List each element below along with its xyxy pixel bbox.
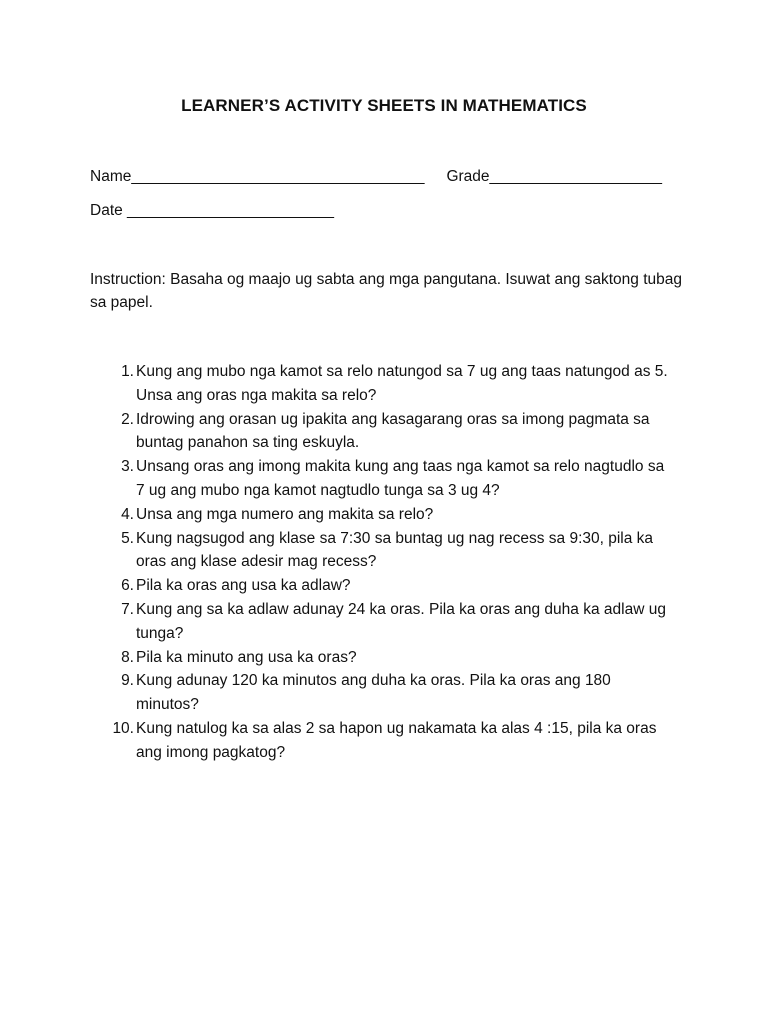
question-text: Kung ang sa ka adlaw adunay 24 ka oras. Pila ka oras ang duha ka adlaw ug tunga? bbox=[136, 600, 666, 642]
question-item bbox=[0, 360, 676, 408]
question-item bbox=[0, 669, 676, 717]
question-number: 10. bbox=[112, 719, 134, 737]
question-text: Kung natulog ka sa alas 2 sa hapon ug nakamata ka alas 4 :15, pila ka oras ang imong pagkatog? bbox=[136, 719, 657, 761]
question-item bbox=[0, 503, 676, 527]
question-number: 3. bbox=[121, 458, 134, 476]
question-text: Idrowing ang orasan ug ipakita ang kasagarang oras sa imong pagmata sa buntag panahon sa ting eskuyla. bbox=[136, 410, 650, 452]
question-item bbox=[0, 717, 676, 765]
name-grade-row bbox=[90, 168, 662, 186]
question-text: Pila ka oras ang usa ka adlaw? bbox=[136, 577, 351, 595]
page-title: LEARNER’S ACTIVITY SHEETS IN MATHEMATICS bbox=[181, 96, 587, 115]
question-text: Kung ang mubo nga kamot sa relo natungod sa 7 ug ang taas natungod as 5. Unsa ang oras nga makita sa relo? bbox=[136, 363, 668, 404]
question-item bbox=[0, 408, 676, 456]
question-item bbox=[0, 527, 676, 575]
question-number: 6. bbox=[121, 577, 134, 595]
question-number: 2. bbox=[121, 410, 134, 428]
question-number: 1. bbox=[121, 363, 134, 380]
grade-field: Grade____________________ bbox=[446, 168, 662, 185]
instruction-text: Instruction: Basaha og maajo ug sabta ang mga pangutana. Isuwat ang saktong tubag sa papel. bbox=[90, 271, 682, 311]
name-field: Name__________________________________ bbox=[90, 168, 425, 185]
question-number: 9. bbox=[121, 672, 134, 690]
question-text: Pila ka minuto ang usa ka oras? bbox=[136, 648, 357, 666]
question-text: Kung nagsugod ang klase sa 7:30 sa buntag ug nag recess sa 9:30, pila ka oras ang klase adesir mag recess? bbox=[136, 529, 654, 571]
question-text: Unsang oras ang imong makita kung ang taas nga kamot sa relo nagtudlo sa 7 ug ang mubo nga kamot nagtudlo tunga sa 3 ug 4? bbox=[136, 458, 665, 499]
question-number: 5. bbox=[121, 529, 134, 547]
question-item bbox=[0, 598, 676, 646]
question-number: 7. bbox=[121, 600, 134, 618]
question-list bbox=[0, 360, 768, 765]
question-number: 8. bbox=[121, 648, 134, 666]
question-text: Kung adunay 120 ka minutos ang duha ka oras. Pila ka oras ang 180 minutos? bbox=[136, 672, 611, 714]
question-item bbox=[0, 574, 676, 598]
question-number: 4. bbox=[121, 505, 134, 523]
question-item bbox=[0, 455, 676, 503]
question-item bbox=[0, 646, 676, 670]
date-field: Date ________________________ bbox=[90, 202, 334, 219]
question-text: Unsa ang mga numero ang makita sa relo? bbox=[136, 505, 434, 523]
